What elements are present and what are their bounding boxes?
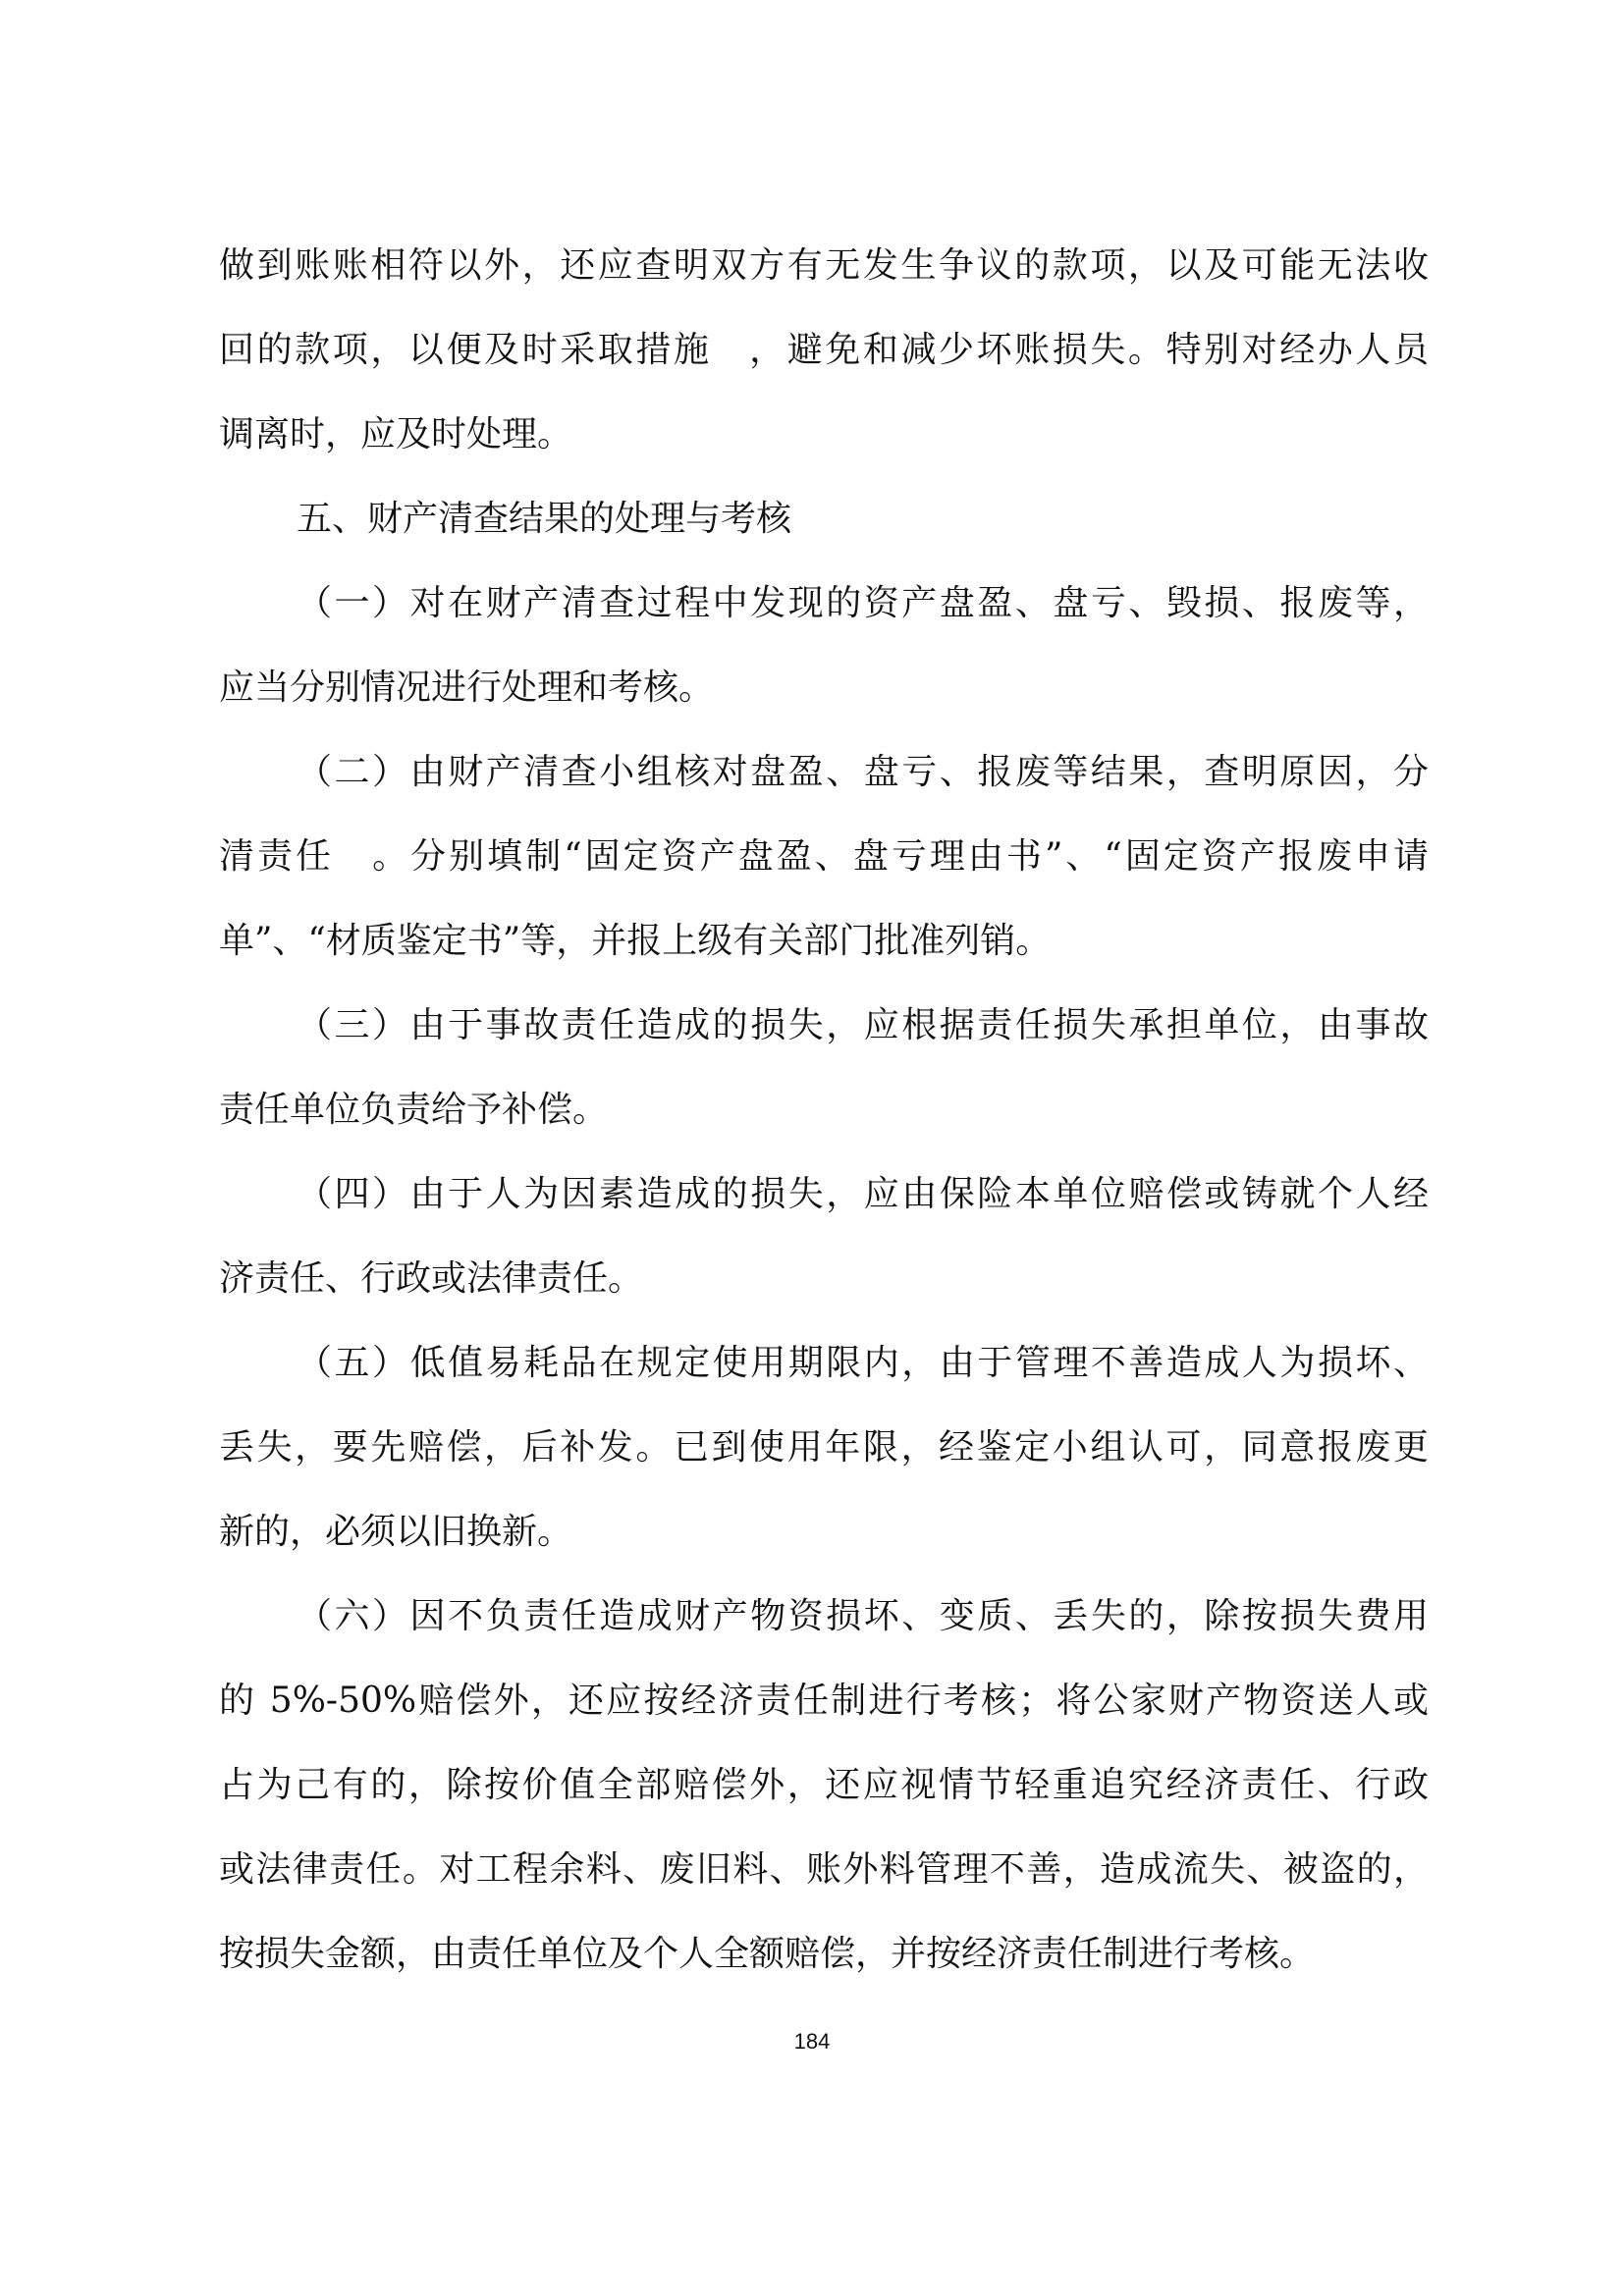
text-line: 做到账账相符以外，还应查明双方有无发生争议的款项，以及可能无法收	[219, 245, 1429, 286]
text-line: 回的款项，以便及时采取措施 ，避免和减少坏账损失。特别对经办人员	[219, 330, 1429, 370]
text-line: 丢失，要先赔偿，后补发。已到使用年限，经鉴定小组认可，同意报废更	[219, 1427, 1429, 1468]
text-line: 济责任、行政或法律责任。	[219, 1258, 644, 1299]
text-line: 单”、“材质鉴定书”等，并报上级有关部门批准列销。	[219, 921, 1052, 961]
text-line: （一）对在财产清查过程中发现的资产盘盈、盘亏、毁损、报废等，	[297, 583, 1429, 623]
text-line: 调离时，应及时处理。	[219, 414, 573, 454]
text-line: （四）由于人为因素造成的损失，应由保险本单位赔偿或铸就个人经	[297, 1174, 1429, 1214]
page-number: 184	[793, 2029, 831, 2054]
body-text	[219, 224, 1429, 1997]
section-heading: 五、财产清查结果的处理与考核	[297, 499, 792, 539]
text-line: （二）由财产清查小组核对盘盈、盘亏、报废等结果，查明原因，分	[297, 752, 1429, 792]
text-line: 应当分别情况进行处理和考核。	[219, 667, 715, 708]
text-line: （三）由于事故责任造成的损失，应根据责任损失承担单位，由事故	[297, 1005, 1429, 1045]
text-line: 责任单位负责给予补偿。	[219, 1090, 609, 1130]
text-line: （六）因不负责任造成财产物资损坏、变质、丢失的，除按损失费用	[297, 1596, 1429, 1636]
text-line: 新的，必须以旧换新。	[219, 1512, 573, 1552]
text-line: （五）低值易耗品在规定使用期限内，由于管理不善造成人为损坏、	[297, 1343, 1429, 1383]
text-line: 的 5%-50%赔偿外，还应按经济责任制进行考核；将公家财产物资送人或	[219, 1681, 1429, 1721]
text-line: 按损失金额，由责任单位及个人全额赔偿，并按经济责任制进行考核。	[219, 1934, 1316, 1974]
text-line: 或法律责任。对工程余料、废旧料、账外料管理不善，造成流失、被盗的，	[219, 1849, 1429, 1890]
text-line: 占为己有的，除按价值全部赔偿外，还应视情节轻重追究经济责任、行政	[219, 1765, 1429, 1805]
text-line: 清责任 。分别填制“固定资产盘盈、盘亏理由书”、“固定资产报废申请	[219, 836, 1429, 877]
